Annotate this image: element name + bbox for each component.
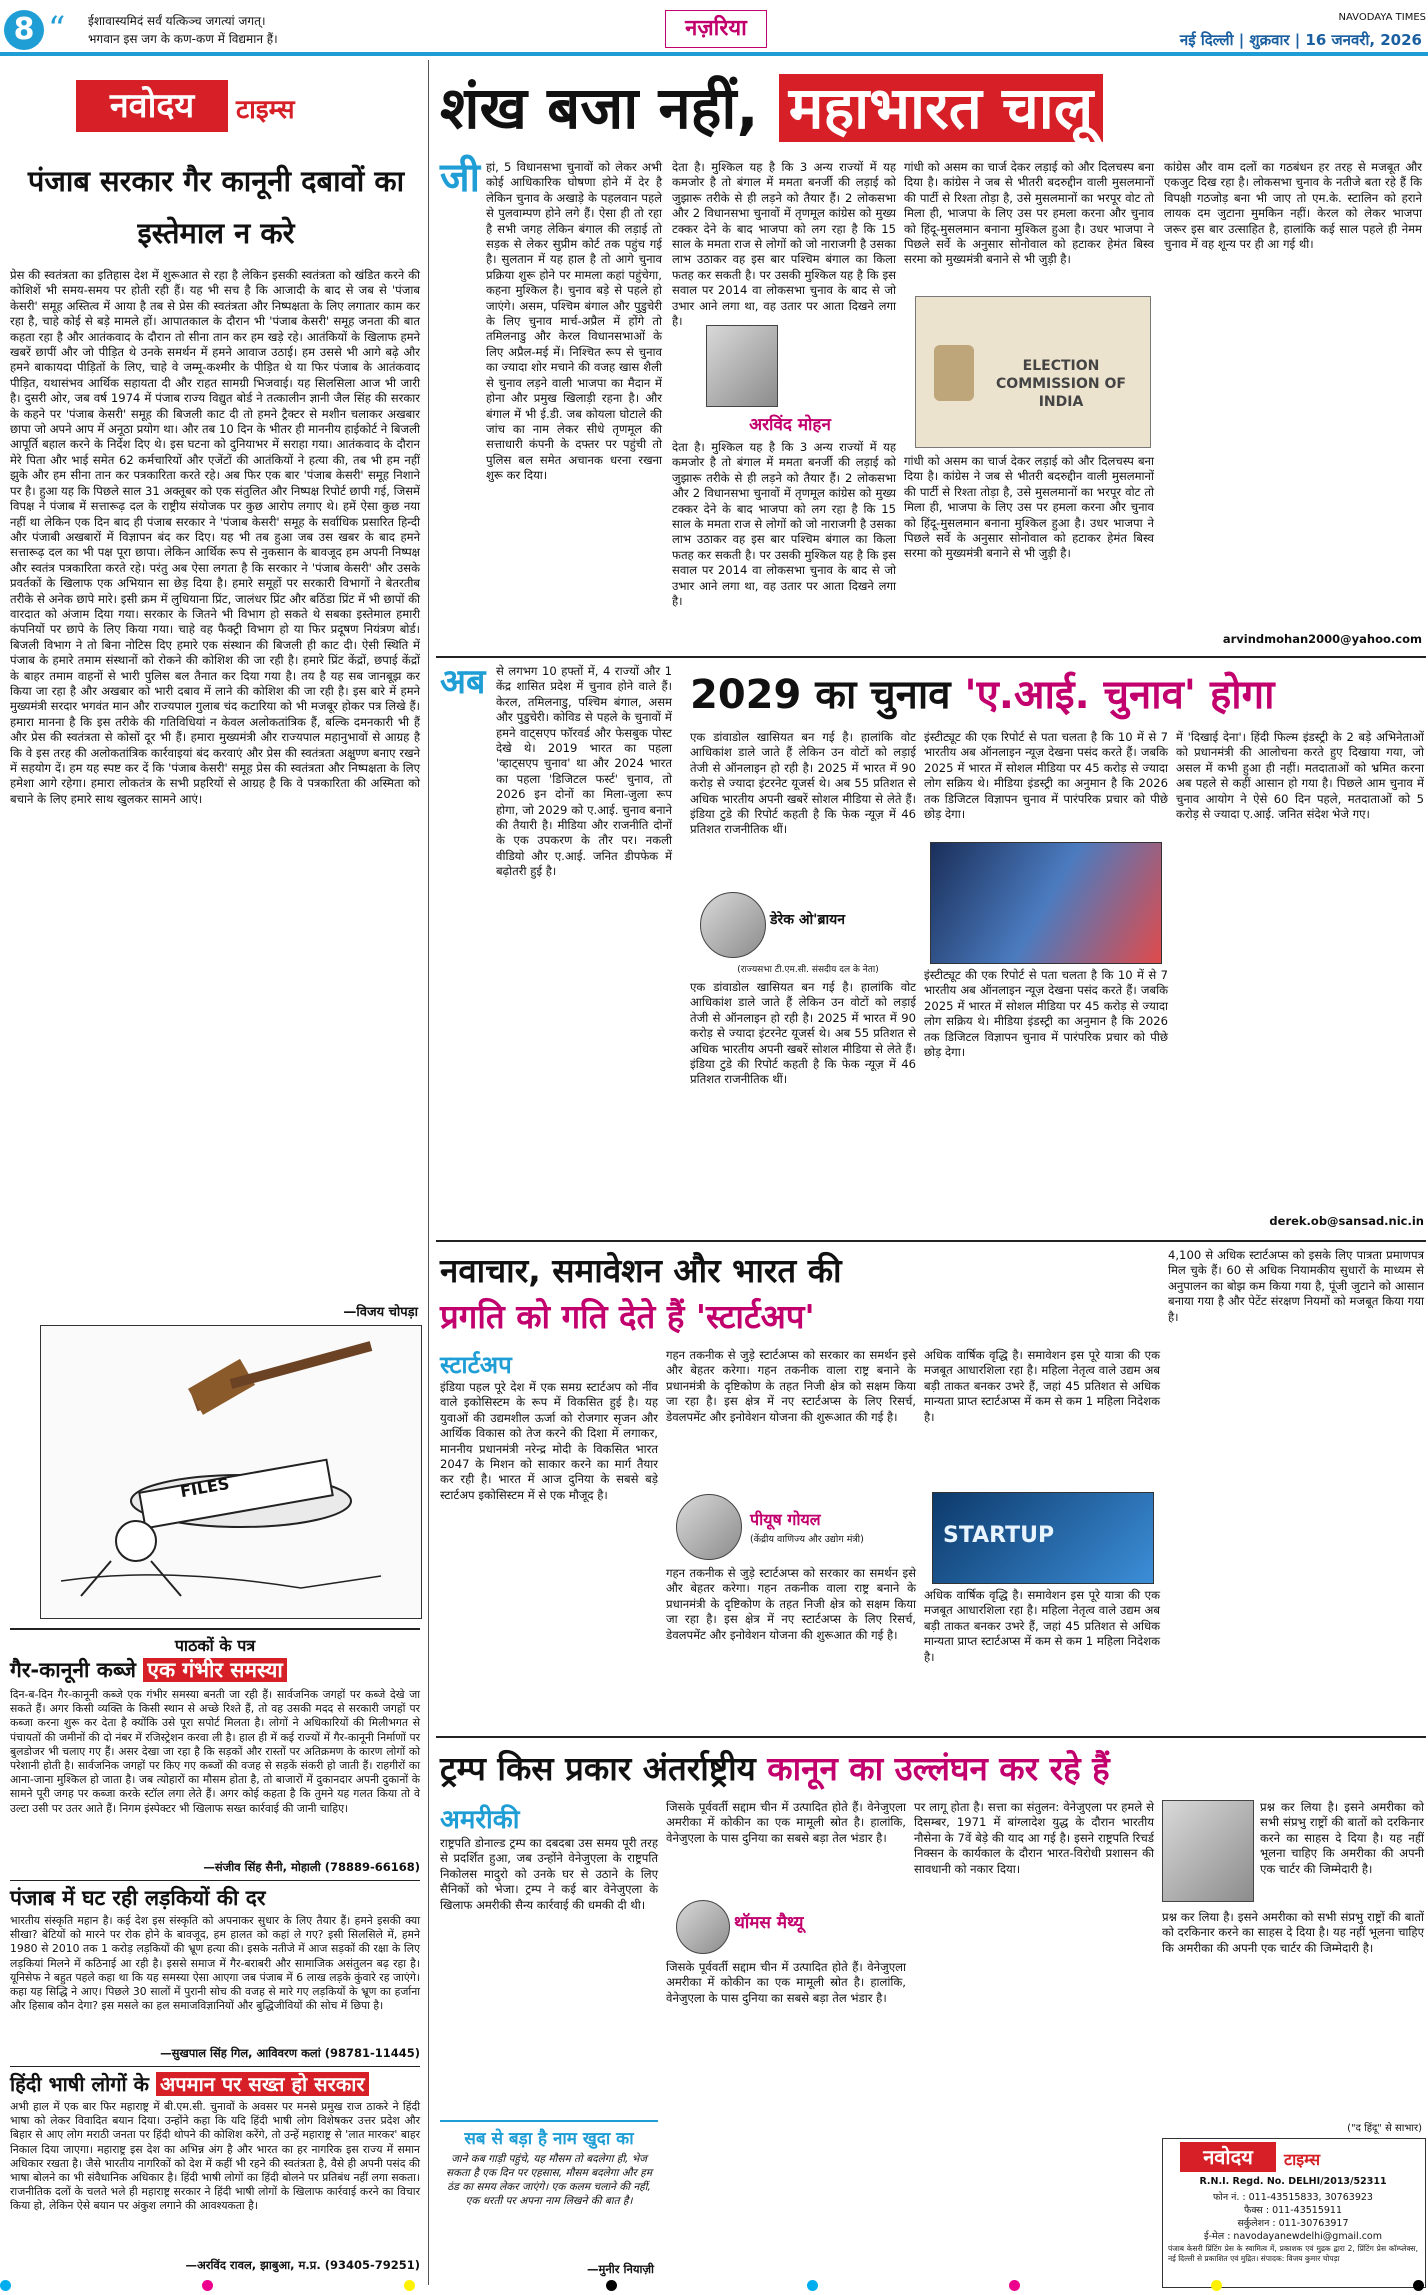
dateline: नई दिल्ली | शुक्रवार | 16 जनवरी, 2026 (1179, 31, 1422, 49)
trump-author-name: थॉमस मैथ्यू (734, 1913, 804, 1933)
lead-bottom-rule (436, 656, 1426, 658)
trump-headline (440, 1744, 1422, 1794)
ai-body-col3b: इंस्टीट्यूट की एक रिपोर्ट से पता चलता है कि 10 में से 7 भारतीय अब ऑनलाइन न्यूज़ देखना पसंद करते हैं। जबकि 2025 में भारत में सोशल मीडिया पर 45 करोड़ से ज्यादा लोग सक्रिय थे। मीडिया इंडस्ट्री का अनुमान है कि 2026 तक डिजिटल विज्ञापन चुनाव में पारंपरिक प्रचार को पीछे छोड़ देगा। (924, 968, 1168, 1060)
letter3-body: अभी हाल में एक बार फिर महाराष्ट्र में बी.एम.सी. चुनावों के अवसर पर मनसे प्रमुख राज ठाकरे ने हिंदी भाषा को लेकर विवादित बयान दिया। उन्होंने कहा कि यदि हिंदी भाषी लोग विशेषकर उत्तर प्रदेश और बिहार से आए लोग मराठी जनता पर हिंदी थोपने की कोशिश करेंगे, तो उन्हें महाराष्ट्र से 'लात मारकर' बाहर निकाल दिया जाएगा। महाराष्ट्र इस देश का अभिन्न अंग है और भारत का हर नागरिक इस राज्य में समान अधिकार रखता है। जैसे भारतीय नागरिकों को देश में कहीं भी रहने की स्वतंत्रता है, वैसे ही अपनी पसंद की भाषा बोलने का भी संवैधानिक अधिकार है। हिंदी भाषी लोगों का हिंदी बोलने पर प्रतिबंध नहीं लगा सकता। राजनीतिक दलों के चलते भले ही महाराष्ट्र सरकार ने हिंदी भाषी लोगों के खिलाफ कार्रवाई करने का विचार किया हो, लेकिन ऐसे बयान पर अंकुश लगाने की आवश्यकता है। (10, 2100, 420, 2213)
lead-author-photo (706, 325, 778, 407)
lead-body-col2: देता है। मुश्किल यह है कि 3 अन्य राज्यों में यह कमजोर है तो बंगाल में ममता बनर्जी की लड़ाई को जुझारू तरीके से ही लड़ने को तैयार हैं। 2 लोकसभा और 2 विधानसभा चुनावों में तृणमूल कांग्रेस को मुख्य टक्कर देने के बाद भाजपा को लग रहा है कि 15 साल के ममता राज से लोगों को जो नाराजगी है उसका लाभ उठाकर वह इस बार पश्चिम बंगाल का किला फतह कर सकती है। पर उसकी मुश्किल यह है कि इस सवाल पर 2014 वा लोकसभा चुनाव के बाद से जो उभार आने लगा था, वह उतार पर आता दिखने लगा है। (672, 160, 896, 329)
trump-quote: ("द हिंदू" से साभार) (1347, 2123, 1422, 2134)
startup-headline-a: नवाचार, समावेशन और भारत की (440, 1251, 842, 1290)
ai-author-name: डेरेक ओ'ब्रायन (770, 912, 845, 928)
trump-body-col4b: प्रश्न कर लिया है। इसने अमरीका को सभी संप्रभु राष्ट्रों की बातों को दरकिनार करने का साहस दे दिया है। यह नहीं भूलना चाहिए कि अमरीका की अपनी एक चार्टर की जिम्मेदारी है। (1162, 1910, 1424, 1955)
ai-headline-a: 2029 का चुनाव (690, 672, 951, 718)
ai-body-col4: में 'दिखाई देना'। हिंदी फिल्म इंडस्ट्री के 2 बड़े अभिनेताओं को प्रधानमंत्री की आलोचना करते हुए दिखाया गया, जो असल में कभी हुआ ही नहीं। मतदाताओं को भ्रमित करना अब पहले से कहीं आसान हो गया है। पिछले आम चुनाव में चुनाव आयोग ने ऐसे 60 दिन पहले, मतदाताओं को 5 करोड़ से ज्यादा ए.आई. जनित संदेश भेजे गए। (1176, 730, 1424, 822)
trump-body-col2: जिसके पूर्ववर्ती सद्दाम चीन में उत्पादित होते हैं। वेनेजुएला अमरीका में कोकीन का एक मामूली स्रोत है। हालांकि, वेनेजुएला के पास दुनिया का सबसे बड़ा तेल भंडार है। (666, 1800, 906, 1845)
trump-body-col4: प्रश्न कर लिया है। इसने अमरीका को सभी संप्रभु राष्ट्रों की बातों को दरकिनार करने का साहस दे दिया है। यह नहीं भूलना चाहिए कि अमरीका की अपनी एक चार्टर की जिम्मेदारी है। (1260, 1800, 1424, 1876)
letter1-body: दिन-ब-दिन गैर-कानूनी कब्जे एक गंभीर समस्या बनती जा रही हैं। सार्वजनिक जगहों पर कब्जे देखे जा सकते हैं। अगर किसी व्यक्ति के किसी स्थान से अच्छे रिश्ते हैं, तो वह उसकी मदद से सरकारी जगहों पर कब्जा करना शुरू कर देता है क्योंकि उसे पूरा सपोर्ट मिलता है। लोगों ने अधिकारियों की मिलीभगत से पंचायतों की जमीनों की दो नंबर में रजिस्ट्रेशन करवा ली है। हाल ही में कई राज्यों में गैर-कानूनी निर्माणों पर बुलडोजर भी चलाए गए हैं। असर देखा जा रहा है कि सड़कों और रास्तों पर अतिक्रमण के कारण लोगों को परेशानी होती है। सार्वजनिक जगहों पर किए गए कब्जों की वजह से सड़कें संकरी हो जाती हैं। राहगीरों का आना-जाना मुश्किल हो जाता है। जब त्योहारों का मौसम होता है, तो बाजारों में दुकानदार अपनी दुकानों के सामने पूरी जगह पर कब्जा करके स्टॉल लगा लेते हैं। अगर कोई कहता है कि तुमने यह गलत किया तो वे उल्टा उसी पर उतर आते हैं। निगम इंस्पेक्टर भी खिलाफ सख्त कार्रवाई की जानी चाहिए। (10, 1688, 420, 1815)
page-number: 8 (13, 12, 35, 47)
poster-caption: ELECTION COMMISSION OF INDIA (996, 358, 1126, 410)
editorial-author: —विजय चोपड़ा (343, 1305, 418, 1320)
letter2-author: —सुखपाल सिंह गिल, आविवरण कलां (98781-11445) (160, 2046, 420, 2060)
startup-headline (440, 1248, 1160, 1340)
imprint-fax: फैक्स : 011-43515911 (1243, 2205, 1343, 2216)
letter1-title-a: गैर-कानूनी कब्जे (10, 1658, 137, 1682)
lead-dropcap: जी (440, 155, 481, 201)
reg-dot-magenta-2 (1009, 2280, 1020, 2291)
ai-headline-b: 'ए.आई. चुनाव' होगा (964, 672, 1275, 718)
editorial-cartoon (40, 1325, 422, 1619)
letter1-title (10, 1656, 422, 1684)
registration-marks (0, 2280, 1428, 2294)
imprint-email[interactable]: ई-मेल : navodayanewdelhi@gmail.com (1203, 2231, 1383, 2242)
reg-dot-yellow (404, 2280, 415, 2291)
brand-label: NAVODAYA TIMES (1338, 12, 1426, 23)
startup-body-col1: इंडिया पहल पूरे देश में एक समग्र स्टार्टअप को नींव वाले इकोसिस्टम के रूप में विकसित हुई है। यह युवाओं की उद्यमशील ऊर्जा को रोजगार सृजन और आर्थिक विकास को तेज करने की दिशा में लगाकर, माननीय प्रधानमंत्री नरेन्द्र मोदी के विकसित भारत 2047 के मिशन को साकार करने का मार्ग तैयार कर रही है। भारत में आज दुनिया के सबसे बड़े स्टार्टअप इकोसिस्टम में से एक मौजूद है। (440, 1380, 658, 1502)
startup-body-col3b: अधिक वार्षिक वृद्धि है। समावेशन इस पूरे यात्रा की एक मजबूत आधारशिला रहा है। महिला नेतृत्व वाले उद्यम अब बड़ी ताकत बनकर उभरे हैं, जहां 45 प्रतिशत से अधिक मान्यता प्राप्त स्टार्टअप्स में कम से कम 1 महिला निदेशक है। (924, 1588, 1160, 1664)
quote-mark: “ (48, 9, 66, 49)
ai-body-col2b: एक डांवाडोल खासियत बन गई है। हालांकि वोट आधिकांश डाले जाते हैं लेकिन उन वोटों को लड़ाई तेजी से ऑनलाइन हो रही है। 2025 में भारत में 90 करोड़ से ज्यादा इंटरनेट यूजर्स थे। अब 55 प्रतिशत से अधिक भारतीय अपनी खबरें सोशल मीडिया से लेते हैं। इंडिया टुडे की रिपोर्ट कहती है कि फेक न्यूज़ में 46 प्रतिशत राजनीतिक थीं। (690, 980, 916, 1087)
ai-body-col2: एक डांवाडोल खासियत बन गई है। हालांकि वोट आधिकांश डाले जाते हैं लेकिन उन वोटों को लड़ाई तेजी से ऑनलाइन हो रही है। 2025 में भारत में 90 करोड़ से ज्यादा इंटरनेट यूजर्स थे। अब 55 प्रतिशत से अधिक भारतीय अपनी खबरें सोशल मीडिया से लेते हैं। इंडिया टुडे की रिपोर्ट कहती है कि फेक न्यूज़ में 46 प्रतिशत राजनीतिक थीं। (690, 730, 916, 837)
imprint-note: पंजाब केसरी प्रिंटिंग प्रेस के स्वामित्व में, प्रकाशक एवं मुद्रक द्वारा 2, प्रिंटिंग प्रेस कॉम्प्लेक्स, नई दिल्ली से प्रकाशित एवं मुद्रित। संपादक: विजय कुमार चोपड़ा (1168, 2244, 1418, 2263)
startup-body-col2b: गहन तकनीक से जुड़े स्टार्टअप्स को सरकार का समर्थन इसे और बेहतर करेगा। गहन तकनीक वाला राष्ट्र बनाने के प्रधानमंत्री के दृष्टिकोण के तहत निजी क्षेत्र को सक्षम किया जा रहा है। इस क्षेत्र में नए स्टार्टअप्स के लिए रिसर्च, डेवलपमेंट और इनोवेशन योजना की शुरूआत की गई है। (666, 1566, 916, 1642)
letter2-title: पंजाब में घट रही लड़कियों की दर (10, 1886, 266, 1910)
motto-hindi: भगवान इस जग के कण-कण में विद्यमान हैं। (88, 32, 278, 46)
startup-author-photo (676, 1494, 742, 1560)
letters-rule (10, 1628, 420, 1630)
reg-dot-yellow-2 (1211, 2280, 1222, 2291)
header-rule (0, 52, 1428, 56)
startup-image (932, 1492, 1154, 1584)
trump-body-col1: राष्ट्रपति डोनाल्ड ट्रम्प का दबदबा उस समय पूरी तरह से प्रदर्शित हुआ, जब उन्होंने वेनेजुएला के राष्ट्रपति निकोलस मादुरो को उनके घर से उठाने के लिए सैनिकों को भेजा। ट्रम्प ने कई बार वेनेजुएला के खिलाफ अमरीकी सैन्य कार्रवाई की धमकी दी थी। (440, 1836, 658, 1912)
reg-dot-black (606, 2280, 617, 2291)
imprint-masthead-sub: टाइम्स (1284, 2150, 1321, 2169)
poem-body: जाने कब गाड़ी पहुंचे, यह मौसम तो बदलेगा ही, भेज सकता है एक दिन पर एहसास, मौसम बदलेगा और हम ठंड का समय लेकर जाएंगे। एक कलम चलाने की नहीं, एक धरती पर अपना नाम लिखने की बात है। (446, 2153, 652, 2207)
poem-author: —मुनीर नियाज़ी (587, 2262, 654, 2276)
ai-body-col3: इंस्टीट्यूट की एक रिपोर्ट से पता चलता है कि 10 में से 7 भारतीय अब ऑनलाइन न्यूज़ देखना पसंद करते हैं। जबकि 2025 में भारत में सोशल मीडिया पर 45 करोड़ से ज्यादा लोग सक्रिय थे। मीडिया इंडस्ट्री का अनुमान है कि 2026 तक डिजिटल विज्ञापन चुनाव में पारंपरिक प्रचार को पीछे छोड़ देगा। (924, 730, 1168, 822)
imprint-masthead: नवोदय (1203, 2145, 1253, 2169)
ai-headline (690, 664, 1425, 726)
letter3-title (10, 2070, 422, 2097)
reg-dot-black-2 (1413, 2280, 1424, 2291)
lead-body-col3: गांधी को असम का चार्ज देकर लड़ाई को और दिलचस्प बना दिया है। कांग्रेस ने जब से भीतरी बदरुद्दीन वाली मुसलमानों की पार्टी से रिश्ता तोड़ा है, उसे मुसलमानों का भरपूर वोट तो मिला ही, भाजपा के लिए उस पर हमला करना और चुनाव को हिंदू-मुसलमान बनाना मुश्किल हुआ है। उधर भाजपा ने पिछले सर्वे के अनुसार सोनोवाल को हटाकर हेमंत बिस्व सरमा को मुख्यमंत्री बनाने से भी जुड़ी है। (904, 160, 1154, 267)
letter1-title-b: एक गंभीर समस्या (143, 1658, 287, 1682)
trump-body-col2b: जिसके पूर्ववर्ती सद्दाम चीन में उत्पादित होते हैं। वेनेजुएला अमरीका में कोकीन का एक मामूली स्रोत है। हालांकि, वेनेजुएला के पास दुनिया का सबसे बड़ा तेल भंडार है। (666, 1960, 906, 2005)
startup-body-col4: 4,100 से अधिक स्टार्टअप्स को इसके लिए पात्रता प्रमाणपत्र मिल चुके हैं। 60 से अधिक नियामकीय सुधारों के माध्यम से अनुपालन का बोझ कम किया गया है, पूंजी जुटाने को आसान बनाया गया है और पेटेंट संरक्षण नियमों को मजबूत किया गया है। (1168, 1248, 1424, 1324)
masthead-text: नवोदय (109, 86, 195, 126)
column-divider (428, 60, 429, 2285)
lead-body-col3b: गांधी को असम का चार्ज देकर लड़ाई को और दिलचस्प बना दिया है। कांग्रेस ने जब से भीतरी बदरुद्दीन वाली मुसलमानों की पार्टी से रिश्ता तोड़ा है, उसे मुसलमानों का भरपूर वोट तो मिला ही, भाजपा के लिए उस पर हमला करना और चुनाव को हिंदू-मुसलमान बनाना मुश्किल हुआ है। उधर भाजपा ने पिछले सर्वे के अनुसार सोनोवाल को हटाकर हेमंत बिस्व सरमा को मुख्यमंत्री बनाने से भी जुड़ी है। (904, 454, 1154, 561)
startup-author-name: पीयूष गोयल (750, 1510, 821, 1529)
lead-body-col4: कांग्रेस और वाम दलों का गठबंधन हर तरह से मजबूत और एकजुट दिख रहा है। लोकसभा चुनाव के नतीजे बता रहे हैं कि विपक्षी गठजोड़ बना भी जाए तो एम.के. स्टालिन को हराने लायक दम जुटाना मुमकिन नहीं। केरल को लेकर भाजपा जरूर इस बार उत्साहित है, हालांकि कई साल पहले ही नेमम चुनाव में वह शून्य पर ही आ गई थी। (1164, 160, 1422, 252)
poem-title: सब से बड़ा है नाम खुदा का (464, 2129, 634, 2149)
trump-headline-b: कानून का उल्लंघन कर रहे हैं (767, 1749, 1110, 1788)
letter3-rule (10, 2066, 420, 2067)
letter3-title-a: हिंदी भाषी लोगों के (10, 2072, 150, 2096)
lead-headline-b: महाभारत चालू (779, 74, 1103, 142)
startup-body-col3: अधिक वार्षिक वृद्धि है। समावेशन इस पूरे यात्रा की एक मजबूत आधारशिला रहा है। महिला नेतृत्व वाले उद्यम अब बड़ी ताकत बनकर उभरे हैं, जहां 45 प्रतिशत से अधिक मान्यता प्राप्त स्टार्टअप्स में कम से कम 1 महिला निदेशक है। (924, 1348, 1160, 1424)
lead-headline (440, 68, 1425, 148)
lead-headline-a: शंख बजा नहीं, (440, 74, 759, 142)
poster-emblem (934, 345, 974, 401)
editorial-title: पंजाब सरकार गैर कानूनी दबावों का इस्तेमाल न करे (27, 164, 405, 250)
trump-headline-a: ट्रम्प किस प्रकार अंतर्राष्ट्रीय (440, 1749, 756, 1788)
letter3-title-b: अपमान पर सख्त हो सरकार (156, 2072, 369, 2096)
startup-bottom-rule (436, 1736, 1426, 1738)
lead-author-name: अरविंद मोहन (749, 415, 831, 435)
cartoon-files-label: FILES (178, 1473, 231, 1502)
trump-dropcap: अमरीकी (440, 1805, 520, 1835)
reg-dot-cyan (0, 2280, 11, 2291)
startup-author-role: (केंद्रीय वाणिज्य और उद्योग मंत्री) (750, 1534, 864, 1545)
startup-body-col2: गहन तकनीक से जुड़े स्टार्टअप्स को सरकार का समर्थन इसे और बेहतर करेगा। गहन तकनीक वाला राष्ट्र बनाने के प्रधानमंत्री के दृष्टिकोण के तहत निजी क्षेत्र को सक्षम किया जा रहा है। इस क्षेत्र में नए स्टार्टअप्स के लिए रिसर्च, डेवलपमेंट और इनोवेशन योजना की शुरूआत की गई है। (666, 1348, 916, 1424)
cartoon-drawing (41, 1326, 421, 1618)
editorial-body: प्रेस की स्वतंत्रता का इतिहास देश में शुरूआत से रहा है लेकिन इसकी स्वतंत्रता को खंडित करने की कोशिशें भी समय-समय पर होती रही हैं। यह भी सच है कि आजादी के बाद से जब से 'पंजाब केसरी' समूह अस्तित्व में आया है तब से प्रेस की स्वतंत्रता और निष्पक्षता के लिए लगातार काम कर रहा है, चाहे कोई से बड़े मामले हों। आपातकाल के दौरान भी 'पंजाब केसरी' समूह जनता की बात कहता रहा है और आतंकवाद के दौरान तो सीना तान कर हम खड़े रहे। आतंकियों के खिलाफ हमने खबरें छापीं और जो पीड़ित थे उनके समर्थन में हमने आवाज उठाई। हम उससे भी आगे बढ़े और हमने बाकायदा पीड़ितों के लिए, चाहे वे जम्मू-कश्मीर के पीड़ित थे या फिर पंजाब के आतंकवाद पीड़ित, यथासंभव आर्थिक सहायता दी और राहत सामग्री भिजवाई। यह सिलसिला आज भी जारी है। दुसरी ओर, जब वर्ष 1974 में पंजाब राज्य विद्युत बोर्ड ने तत्कालीन ज्ञानी जैल सिंह की सरकार के कहने पर 'पंजाब केसरी' समूह की बिजली काट दी तो हमने ट्रैक्टर से मशीन चलाकर अखबार छापा जो अपने आप में अनूठा प्रयोग था। और तब 10 दिन के भीतर ही माननीय हाईकोर्ट ने बिजली आपूर्ति बहाल करने के निर्देश दिए थे। इस घटना को दुनियाभर में सराहा गया। आतंकवाद के दौरान मेरे पिता और भाई समेत 62 कर्मचारियों और एजेंटों की आतंकियों ने हत्या की, तब भी हम नहीं झुके और हम सीना तान कर पत्रकारिता करते रहे। अब फिर एक बार 'पंजाब केसरी' समूह निशाने पर है। हुआ यह कि पिछले साल 31 अक्तूबर को एक संतुलित और निष्पक्ष रिपोर्ट छापी गई, जिसमें विपक्ष ने पंजाब में सत्तारूढ़ दल के राष्ट्रीय संयोजक पर कुछ आरोप लगाए थे। हमें ऐसा कुछ नया नहीं था लेकिन एक दिन बाद ही पंजाब सरकार ने 'पंजाब केसरी' समूह के सर्वाधिक प्रसारित हिन्दी और पंजाबी अखबारों में विज्ञापन बंद कर दिए। यह भी तब हुआ जब उस खबर के बाद हमने सत्तारूढ़ दल का भी पक्ष पूरा छापा। लेकिन आर्थिक रूप से नुकसान के बावजूद हम अपनी निष्पक्ष और स्वतंत्र पत्रकारिता करते रहे। परंतु अब ऐसा लगता है कि सरकार ने 'पंजाब केसरी' और उसके प्रवर्तकों के खिलाफ एक अभियान सा छेड़ दिया है। हमारे समूहों पर सरकारी विभागों ने बेतरतीब तरीके से अनेक छापे मारे। इसी क्रम में लुधियाना प्रिंट, जालंधर प्रिंट और बठिंडा प्रिंट में भी छापों की वारदात को अंजाम दिया गया। सरकार के जितने भी विभाग हो सकते थे सबका इस्तेमाल हमारी कंपनियों पर छापे के लिए किया गया। चाहे वह फैक्ट्री विभाग हो या फिर प्रदूषण नियंत्रण बोर्ड। बिजली विभाग ने तो बिना नोटिस दिए हमारे एक संस्थान की बिजली ही काट दी। ऐसी स्थिति में पंजाब के हमारे तमाम संस्थानों को रोकने की कोशिश की जा रही है। हमारे प्रिंट केंद्रों, छपाई केंद्रों के बाहर तमाम वाहनों से भारी पुलिस बल तैनात कर दिया गया है। तय है यह सब जानबूझ कर किया जा रहा है और अखबार को भारी दबाव में लाने की कोशिश की जा रही है। इस बारे में हमने मुख्यमंत्री सरदार भगवंत मान और राज्यपाल गुलाब चंद कटारिया को भी मजबूर होकर पत्र लिखे हैं। हमारा मानना है कि इस तरीके की गतिविधियां न केवल अलोकतांत्रिक हैं, बल्कि दमनकारी भी हैं और प्रेस की स्वतंत्रता से कोसों दूर भी हैं। हमारा मुख्यमंत्री और राज्यपाल महानुभावों से आग्रह है कि वे इस तरह की अलोकतांत्रिक कार्रवाइयां बंद करवाएं और प्रेस की स्वतंत्रता अक्षुण्ण बनाए रखने में सहयोग दें। हम यह स्पष्ट कर दें कि 'पंजाब केसरी' समूह प्रेस की स्वतंत्रता और निष्पक्षता के लिए हमेशा आगे रहेगा। हमारा लोकतंत्र के सभी प्रहरियों से आग्रह है कि वे पत्रकारिता की अस्मिता को बचाने के लिए हमारे साथ खुलकर सामने आएं। (10, 268, 420, 806)
ai-author-photo (700, 892, 766, 958)
masthead-sub: टाइम्स (236, 95, 295, 125)
startup-headline-b: प्रगति को गति देते हैं 'स्टार्टअप' (440, 1297, 815, 1336)
lead-body-col1: हां, 5 विधानसभा चुनावों को लेकर अभी कोई आधिकारिक घोषणा होने में देर है लेकिन चुनाव के अखाड़े के पहलवान पहले से पुलवाम्पण होने लगे हैं। ऐसा ही तो रहा है सभी जगह लेकिन बंगाल की लड़ाई तो सड़क से लेकर सुप्रीम कोर्ट तक पहुंच गई है। सुलतान में यह हाल है तो आगे चुनाव प्रक्रिया शुरू होने पर मामला कहां पहुंचेगा, कहना मुश्किल है। चुनाव बड़े से पहले हो जाएंगे। असम, पश्चिम बंगाल और पुडुचेरी के लिए चुनाव मार्च-अप्रैल में होंगे तो तमिलनाडु और केरल विधानसभाओं के लिए अप्रैल-मई में। निश्चित रूप से चुनाव का ज्यादा शोर मचाने की वजह खास शैली से चुनाव लड़ने वाली भाजपा का मैदान में होना और प्रमुख खिलाड़ी रहना है। और बंगाल में भी ई.डी. जब कोयला घोटाले की जांच का नाम लेकर सीधे तृणमूल की सत्ताधारी कंपनी के दफ्तर पर पहुंची तो पुलिस बल समेत अचानक धरना रखना शुरू कर दिया। (486, 160, 662, 483)
trump-author-photo (676, 1900, 730, 1954)
letter1-author: —संजीव सिंह सैनी, मोहाली (78889-66168) (203, 1860, 420, 1874)
startup-image-label: STARTUP (943, 1523, 1055, 1548)
ai-dropcap: अब (440, 662, 486, 702)
lead-body-col2b: देता है। मुश्किल यह है कि 3 अन्य राज्यों में यह कमजोर है तो बंगाल में ममता बनर्जी की लड़ाई को जुझारू तरीके से ही लड़ने को तैयार हैं। 2 लोकसभा और 2 विधानसभा चुनावों में तृणमूल कांग्रेस को मुख्य टक्कर देने के बाद भाजपा को लग रहा है कि 15 साल के ममता राज से लोगों को जो नाराजगी है उसका लाभ उठाकर वह इस बार पश्चिम बंगाल का किला फतह कर सकती है। पर उसकी मुश्किल यह है कि इस सवाल पर 2014 वा लोकसभा चुनाव के बाद से जो उभार आने लगा था, वह उतार पर आता दिखने लगा है। (672, 440, 896, 609)
ai-body-col1: से लगभग 10 हफ्तों में, 4 राज्यों और 1 केंद्र शासित प्रदेश में चुनाव होने वाले हैं। केरल, तमिलनाडु, पश्चिम बंगाल, असम और पुडुचेरी। कोविड से पहले के चुनावों में हमने वाट्सएप फॉरवर्ड और फेसबुक पोस्ट देखे थे। 2019 भारत का पहला 'व्हाट्सएप चुनाव' था और 2024 भारत का पहला 'डिजिटल फर्स्ट' चुनाव, तो 2026 इन दोनों का मिला-जुला रूप होगा, जो 2029 को ए.आई. चुनाव बनाने की तैयारी है। मीडिया और राजनीति दोनों के एक उपकरण के तौर पर। नकली वीडियो और ए.आई. जनित डीपफेक में बढ़ोतरी हुई है। (496, 664, 672, 879)
letter2-rule (10, 1880, 420, 1881)
section-title: नज़रिया (665, 10, 767, 48)
trump-body-col3: पर लागू होता है। सत्ता का संतुलन: वेनेजुएला पर हमले से दिसम्बर, 1971 में बांग्लादेश युद्ध के दौरान भारतीय नौसेना के 7वें बेड़े की याद आ गई है। इसने राष्ट्रपति रिचर्ड निक्सन के कार्यकाल के दौरान भारत-विरोधी प्रशासन की सावधानी को नकार दिया। (914, 1800, 1154, 1876)
motto-sanskrit: ईशावास्यमिदं सर्वं यत्किञ्च जगत्यां जगत्। (88, 14, 266, 28)
trump-photo (1162, 1800, 1254, 1902)
letter2-body: भारतीय संस्कृति महान है। कई देश इस संस्कृति को अपनाकर सुधार के लिए तैयार हैं। हमने इसकी क्या सीखा? बेटियों को मारने पर रोक होने के बावजूद, हम हालत को कहां ले गए? इसी सिलसिले में, हमने 1980 से 2010 तक 1 करोड़ लड़कियों की भ्रूण हत्या की। इसके नतीजे में आज सड़कों की रक्षा के लिए लड़कियां मिलने में कठिनाई आ रही है। इससे समाज में गैर-बराबरी और सामाजिक असंतुलन बढ़ रहा है। यूनिसेफ ने बहुत पहले कहा था कि यह समस्या ऐसा आएगा जब पंजाब में 6 लाख लड़के कुंवारे रह जाएंगे। कहा यह सिद्धि ने आए। पिछले 30 सालों में पुरानी सोच की वजह से मारे गए लड़कियों के भ्रूण का हर्जाना और हिसाब कौन देगा? इस मसले का हल समाजविज्ञानियों और बुद्धिजीवियों की सोच में छिपा है। (10, 1914, 420, 2013)
letter3-author: —अरविंद रावल, झाबुआ, म.प्र. (93405-79251) (185, 2258, 420, 2272)
ai-email[interactable]: derek.ob@sansad.nic.in (1269, 1214, 1424, 1228)
startup-dropcap: स्टार्टअप (440, 1351, 512, 1379)
letters-heading: पाठकों के पत्र (174, 1636, 256, 1655)
reg-dot-magenta (202, 2280, 213, 2291)
reg-dot-cyan-2 (807, 2280, 818, 2291)
ai-bottom-rule (436, 1240, 1426, 1242)
imprint-reg: R.N.I. Regd. No. DELHI/2013/52311 (1199, 2176, 1387, 2187)
ai-author-role: (राज्यसभा टी.एम.सी. संसदीय दल के नेता) (737, 965, 879, 975)
imprint-phone: फोन नं. : 011-43515833, 30763923 (1213, 2192, 1373, 2203)
lead-email[interactable]: arvindmohan2000@yahoo.com (1222, 632, 1422, 646)
ai-illustration (930, 842, 1162, 964)
election-poster-image (915, 296, 1151, 448)
imprint-circulation: सर्कुलेशन : 011-30763917 (1237, 2218, 1349, 2229)
